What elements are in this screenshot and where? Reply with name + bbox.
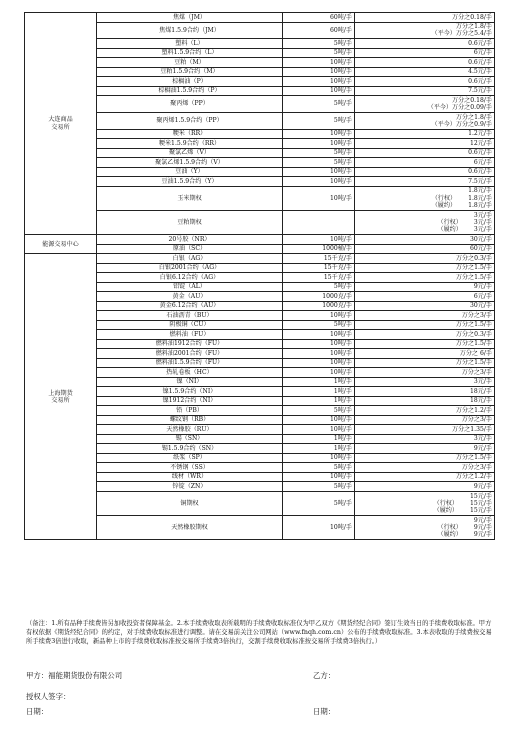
fee-value: 6元/手: [473, 158, 492, 166]
contract-unit-cell: 5吨/手: [283, 158, 355, 168]
fee-cell: [355, 377, 495, 387]
exchange-name-line: 交易所: [51, 396, 70, 404]
fee-cell: [355, 58, 495, 68]
fee-value: 万分之1.8/手: [455, 23, 492, 31]
fee-cell: [355, 210, 495, 234]
fee-value: 万分之1.5/手: [455, 359, 492, 367]
contract-unit-cell: 5吨/手: [283, 482, 355, 492]
contract-unit-cell: 10吨/手: [283, 515, 355, 539]
fee-value: 30元/手: [470, 235, 492, 243]
exchange-cell: [25, 235, 97, 254]
contract-unit-cell: 5吨/手: [283, 48, 355, 58]
fee-cell: [355, 22, 495, 39]
contract-unit-cell: 5吨/手: [283, 148, 355, 158]
product-name-cell: 原油（SC）: [97, 244, 283, 254]
fee-cell: [355, 406, 495, 416]
table-row: [25, 235, 495, 245]
fee-value: 30元/手: [470, 302, 492, 310]
table-row: [25, 13, 495, 23]
fee-cell: [355, 425, 495, 435]
product-name-cell: 燃料油2001合约（FU）: [97, 349, 283, 359]
fee-value: 0.6元/手: [468, 149, 492, 157]
fee-value: （平今）万分之0.9/手: [431, 120, 492, 128]
fee-cell: [355, 368, 495, 378]
fee-value: 万分之1.2/手: [455, 406, 492, 414]
contract-unit-cell: 10吨/手: [283, 167, 355, 177]
contract-unit-cell: 10吨/手: [283, 86, 355, 96]
fee-value: 万分之3/手: [461, 416, 492, 424]
product-name-cell: 玉米期权: [97, 186, 283, 210]
product-name-cell: 锡1.5.9合约（SN）: [97, 444, 283, 454]
fee-value: 万分之1.5/手: [455, 321, 492, 329]
product-name-cell: 纸浆（SP）: [97, 453, 283, 463]
contract-unit-cell: 5吨/手: [283, 320, 355, 330]
fee-qualifier: （履约）: [433, 506, 458, 514]
product-name-cell: 铜期权: [97, 491, 283, 515]
fee-cell: [355, 463, 495, 473]
product-name-cell: 聚氯乙烯（V）: [97, 148, 283, 158]
product-name-cell: 焦煤（JM）: [97, 13, 283, 23]
contract-unit-cell: 10吨/手: [283, 77, 355, 87]
fee-qualifier: [438, 517, 462, 524]
product-name-cell: 豆油1.5.9合约（Y）: [97, 177, 283, 187]
party-a-label: 甲方：福能期货股份有限公司: [26, 671, 123, 680]
fee-value: 6元/手: [473, 49, 492, 57]
fee-qualifier: （行权）: [433, 499, 458, 507]
product-name-cell: 燃料油1.5.9合约（FU）: [97, 358, 283, 368]
date-b-label: 日期：: [313, 707, 336, 716]
product-name-cell: 白银2001合约（AG）: [97, 263, 283, 273]
fee-cell: [355, 39, 495, 49]
product-name-cell: 锌锭（ZN）: [97, 482, 283, 492]
contract-unit-cell: 10吨/手: [283, 453, 355, 463]
product-name-cell: 豆粕1.5.9合约（M）: [97, 67, 283, 77]
fee-cell: [355, 86, 495, 96]
contract-unit-cell: 10吨/手: [283, 129, 355, 139]
product-name-cell: 不锈钢（SS）: [97, 463, 283, 473]
product-name-cell: 天然橡胶（RU）: [97, 425, 283, 435]
contract-unit-cell: [283, 210, 355, 234]
product-name-cell: 豆粕期权: [97, 210, 283, 234]
date-a-label: 日期：: [26, 707, 49, 716]
product-name-cell: 焦煤1.5.9合约（JM）: [97, 22, 283, 39]
fee-cell: [355, 148, 495, 158]
fee-value: 3元/手: [473, 211, 492, 219]
fee-cell: [355, 67, 495, 77]
exchange-name-line: 交易所: [51, 123, 70, 131]
product-name-cell: 石油沥青（BU）: [97, 311, 283, 321]
product-name-cell: 热轧卷板（HC）: [97, 368, 283, 378]
fee-value: 万分之1.5/手: [455, 264, 492, 272]
fee-cell: [355, 263, 495, 273]
fee-cell: [355, 444, 495, 454]
fee-qualifier: [432, 187, 456, 194]
fee-value: 1.8元/手: [468, 187, 492, 195]
fee-value: 15元/手: [470, 492, 492, 500]
fee-qualifier: （履约）: [437, 226, 462, 234]
party-b-label: 乙方：: [313, 671, 336, 680]
fee-cell: [355, 358, 495, 368]
exchange-name-line: 大连商品: [48, 116, 73, 124]
fee-value: 3元/手: [473, 226, 492, 234]
fee-value: 万分之1.35/手: [452, 425, 492, 433]
fee-cell: [355, 177, 495, 187]
fee-cell: [355, 167, 495, 177]
fee-value: 9元/手: [473, 283, 492, 291]
fee-value: 3元/手: [473, 218, 492, 226]
fee-cell: [355, 273, 495, 283]
fee-value: 7.5元/手: [468, 87, 492, 95]
fee-cell: [355, 112, 495, 129]
fee-cell: [355, 482, 495, 492]
fee-value: 万分之1.8/手: [455, 113, 492, 121]
contract-unit-cell: 1吨/手: [283, 434, 355, 444]
fee-cell: [355, 472, 495, 482]
fee-value: 15元/手: [470, 499, 492, 507]
fee-value: 0.6元/手: [468, 58, 492, 66]
product-name-cell: 天然橡胶期权: [97, 515, 283, 539]
contract-unit-cell: 5吨/手: [283, 463, 355, 473]
contract-unit-cell: 10吨/手: [283, 339, 355, 349]
fee-qualifier: （履约）: [431, 201, 457, 209]
fee-value: 1.8元/手: [468, 194, 492, 202]
contract-unit-cell: 10吨/手: [283, 186, 355, 210]
fee-value: 万分之0.3/手: [455, 330, 492, 338]
fee-value: 万分之0.3/手: [455, 254, 492, 262]
contract-unit-cell: 10吨/手: [283, 349, 355, 359]
fee-cell: [355, 96, 495, 113]
fee-cell: [355, 13, 495, 23]
fee-value: 万分之3/手: [461, 311, 492, 319]
contract-unit-cell: 10吨/手: [283, 330, 355, 340]
contract-unit-cell: 5吨/手: [283, 491, 355, 515]
product-name-cell: 铅（PB）: [97, 406, 283, 416]
contract-unit-cell: 1000桶/手: [283, 244, 355, 254]
contract-unit-cell: 1吨/手: [283, 377, 355, 387]
contract-unit-cell: 10吨/手: [283, 415, 355, 425]
contract-unit-cell: 10吨/手: [283, 472, 355, 482]
contract-unit-cell: 10吨/手: [283, 425, 355, 435]
product-name-cell: 豆油（Y）: [97, 167, 283, 177]
contract-unit-cell: 5吨/手: [283, 96, 355, 113]
product-name-cell: 粳米（RR）: [97, 129, 283, 139]
contract-unit-cell: 5吨/手: [283, 39, 355, 49]
fee-value: 0.6元/手: [468, 168, 492, 176]
fee-value: 9元/手: [473, 531, 492, 539]
fee-value: 3元/手: [473, 435, 492, 443]
fee-cell: [355, 515, 495, 539]
fee-value: 6元/手: [473, 292, 492, 300]
fee-value: 18元/手: [470, 397, 492, 405]
contract-unit-cell: 1000克/手: [283, 292, 355, 302]
contract-unit-cell: 10吨/手: [283, 235, 355, 245]
fee-value: 1.2元/手: [468, 130, 492, 138]
contract-unit-cell: 60吨/手: [283, 22, 355, 39]
fee-cell: [355, 129, 495, 139]
product-name-cell: 黄金（AU）: [97, 292, 283, 302]
fee-cell: [355, 139, 495, 149]
fee-value: 1.8元/手: [468, 201, 492, 209]
product-name-cell: 镍（NI）: [97, 377, 283, 387]
contract-unit-cell: 5吨/手: [283, 112, 355, 129]
fee-cell: [355, 339, 495, 349]
fee-qualifier: （行权）: [437, 218, 462, 226]
fee-value: 60元/手: [470, 245, 492, 253]
fee-cell: [355, 186, 495, 210]
fee-qualifier: （行权）: [437, 524, 462, 531]
contract-unit-cell: 1000克/手: [283, 301, 355, 311]
fee-value: 0.6元/手: [468, 39, 492, 47]
fee-qualifier: （行权）: [431, 194, 457, 202]
fee-value: 万分之 6/手: [459, 349, 492, 357]
fee-cell: [355, 330, 495, 340]
exchange-cell: [25, 13, 97, 235]
fee-schedule-body: [25, 13, 495, 540]
fee-qualifier: （履约）: [437, 531, 462, 539]
remarks-note: （备注：1.所有品种手续费皆另加收投资者保障基金。2.本手续费收取表所载明的手续费收取标准仅为甲乙双方《期货经纪合同》签订生效当日的手续费收取标准。甲方有权依据《期货经纪合同》的约定，对手续费收取标准进行调整。请在交易前关注公司网站（www.fnqh.com.cn）公布的手续费收取标准。3.本表收取的手续费按交易所手续费3倍进行收取，新品种上市的手续费收取标准按交易所手续费3倍执行，交割手续费收取标准按交易所手续费3倍执行。）: [26, 620, 492, 646]
contract-unit-cell: 10吨/手: [283, 139, 355, 149]
contract-unit-cell: 10吨/手: [283, 358, 355, 368]
product-name-cell: 铝锭（AL）: [97, 282, 283, 292]
table-row: [25, 254, 495, 264]
product-name-cell: 豆粕（M）: [97, 58, 283, 68]
fee-cell: [355, 387, 495, 397]
product-name-cell: 20号胶（NR）: [97, 235, 283, 245]
authorized-signature-label: 授权人签字：: [26, 692, 71, 701]
contract-unit-cell: 10吨/手: [283, 58, 355, 68]
contract-unit-cell: 10吨/手: [283, 368, 355, 378]
product-name-cell: 聚丙烯1.5.9合约（PP）: [97, 112, 283, 129]
fee-value: 3元/手: [473, 378, 492, 386]
fee-value: 万分之1.5/手: [455, 273, 492, 281]
fee-cell: [355, 244, 495, 254]
product-name-cell: 螺纹钢（RB）: [97, 415, 283, 425]
product-name-cell: 镍1.5.9合约（NI）: [97, 387, 283, 397]
fee-value: 万分之1.5/手: [455, 340, 492, 348]
contract-unit-cell: 15千克/手: [283, 254, 355, 264]
fee-value: 万分之0.18/手: [452, 13, 492, 21]
fee-value: 9元/手: [473, 516, 492, 524]
fee-schedule-table: [24, 12, 495, 540]
fee-cell: [355, 434, 495, 444]
fee-cell: [355, 235, 495, 245]
product-name-cell: 线材（WR）: [97, 472, 283, 482]
contract-unit-cell: 5吨/手: [283, 282, 355, 292]
fee-cell: [355, 282, 495, 292]
fee-value: 12元/手: [470, 139, 492, 147]
product-name-cell: 黄金6.12合约（AU）: [97, 301, 283, 311]
fee-cell: [355, 320, 495, 330]
fee-value: （平今）万分之0.09/手: [427, 104, 492, 112]
fee-cell: [355, 491, 495, 515]
fee-value: 万分之1.5/手: [455, 454, 492, 462]
contract-unit-cell: 5吨/手: [283, 406, 355, 416]
fee-cell: [355, 48, 495, 58]
product-name-cell: 聚丙烯（PP）: [97, 96, 283, 113]
contract-unit-cell: 1吨/手: [283, 444, 355, 454]
fee-value: 9元/手: [473, 444, 492, 452]
fee-cell: [355, 396, 495, 406]
product-name-cell: 粳米1.5.9合约（RR）: [97, 139, 283, 149]
product-name-cell: 阴极铜（CU）: [97, 320, 283, 330]
fee-value: 9元/手: [473, 482, 492, 490]
product-name-cell: 聚氯乙烯1.5.9合约（V）: [97, 158, 283, 168]
exchange-name-line: 能源交易中心: [42, 240, 79, 248]
product-name-cell: 塑料（L）: [97, 39, 283, 49]
contract-unit-cell: 15千克/手: [283, 263, 355, 273]
contract-unit-cell: 1吨/手: [283, 387, 355, 397]
exchange-name-line: 上海期货: [48, 389, 73, 397]
product-name-cell: 燃料油（FU）: [97, 330, 283, 340]
fee-value: 万分之3/手: [461, 368, 492, 376]
fee-cell: [355, 77, 495, 87]
fee-cell: [355, 349, 495, 359]
fee-value: 万分之1.2/手: [455, 473, 492, 481]
product-name-cell: 白银6.12合约（AG）: [97, 273, 283, 283]
fee-qualifier: [438, 212, 462, 219]
fee-value: 18元/手: [470, 387, 492, 395]
contract-unit-cell: 15千克/手: [283, 273, 355, 283]
fee-value: 0.6元/手: [468, 77, 492, 85]
fee-cell: [355, 158, 495, 168]
product-name-cell: 棕榈油1.5.9合约（P）: [97, 86, 283, 96]
product-name-cell: 塑料1.5.9合约（L）: [97, 48, 283, 58]
fee-cell: [355, 311, 495, 321]
fee-value: 9元/手: [473, 524, 492, 531]
fee-cell: [355, 292, 495, 302]
fee-value: 万分之0.18/手: [452, 96, 492, 104]
product-name-cell: 锡（SN）: [97, 434, 283, 444]
exchange-cell: [25, 254, 97, 540]
fee-value: 7.5元/手: [468, 177, 492, 185]
product-name-cell: 棕榈油（P）: [97, 77, 283, 87]
contract-unit-cell: 10吨/手: [283, 67, 355, 77]
contract-unit-cell: 60吨/手: [283, 13, 355, 23]
fee-cell: [355, 415, 495, 425]
product-name-cell: 白银（AG）: [97, 254, 283, 264]
fee-value: （平今）万分之5.4/手: [431, 30, 492, 38]
fee-cell: [355, 453, 495, 463]
fee-qualifier: [434, 493, 458, 500]
fee-cell: [355, 254, 495, 264]
contract-unit-cell: 1吨/手: [283, 396, 355, 406]
fee-value: 4.5元/手: [468, 68, 492, 76]
fee-value: 万分之3/手: [461, 463, 492, 471]
product-name-cell: 燃料油1912合约（FU）: [97, 339, 283, 349]
product-name-cell: 镍1912合约（NI）: [97, 396, 283, 406]
fee-cell: [355, 301, 495, 311]
fee-value: 15元/手: [470, 506, 492, 514]
contract-unit-cell: 10吨/手: [283, 311, 355, 321]
contract-unit-cell: 10吨/手: [283, 177, 355, 187]
